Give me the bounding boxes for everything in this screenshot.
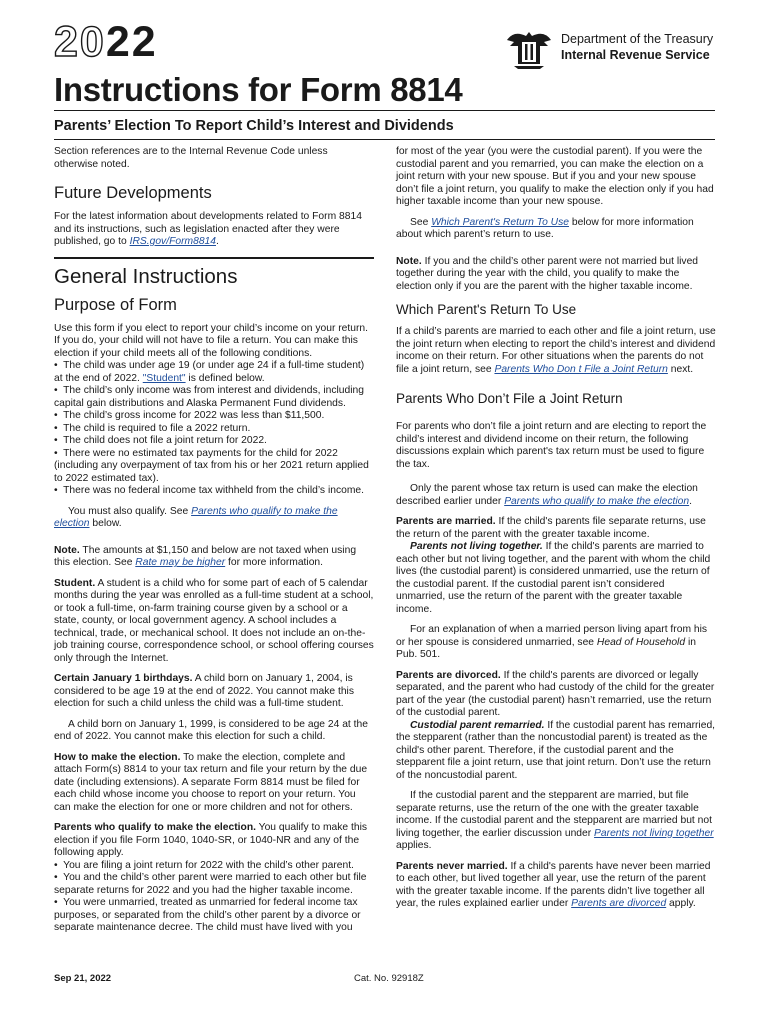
left-column <box>54 146 374 935</box>
pq-bullet: • You were unmarried, treated as unmarried for federal income tax purposes, or separated from the child’s other parent by a divorce or separate maintenance decree. The child must have lived with you <box>54 897 361 933</box>
qualify-link[interactable]: Parents who qualify to make the election <box>54 505 338 529</box>
purpose-text: Use this form if you elect to report your child’s income on your return. If you do, your child will not have to file a return. You can make this election if your child meets all of the following conditions. <box>54 322 368 359</box>
condition-bullet: • There was no federal income tax withheld from the child’s income. <box>54 485 364 496</box>
which-parent-heading: Which Parent's Return To Use <box>396 302 577 317</box>
pq-text: Parents who qualify to make the election. You qualify to make this election if you file Form 1040, 1040-SR, or 1040-NR and any of the following apply. <box>54 822 368 858</box>
purpose-heading: Purpose of Form <box>54 295 177 314</box>
student-link[interactable]: "Student" <box>142 372 186 384</box>
student-text: Student. A student is a child who for some part of each of 5 calendar months during the year was enrolled as a full-time student at a school, or took a full-time, on-farm training course given by a school or a state, county, or local government agency. A school includes a technical, trade, or mechanical school. It does not include an on-the-job training course, correspondence school, or school offering courses only through the Internet. <box>54 577 374 664</box>
dont-file-heading: Parents Who Don’t File a Joint Return <box>396 391 623 406</box>
irs-link[interactable]: IRS.gov/Form8814 <box>129 236 216 247</box>
condition-bullet: • The child’s only income was from interest and dividends, including capital gain distributions and Alaska Permanent Fund dividends. <box>54 385 365 409</box>
explanation-text: For an explanation of when a married person living apart from his or her spouse is considered unmarried, see Head of Household in Pub. 501. <box>396 624 708 660</box>
qualify-link[interactable]: Parents who qualify to make the election <box>504 495 690 507</box>
dont-file-link[interactable]: Parents Who Don t File a Joint Return <box>494 363 668 375</box>
rate-link[interactable]: Rate may be higher <box>135 557 226 568</box>
jan1-text-2: A child born on January 1, 1999, is considered to be age 24 at the end of 2022. You cannot make this election for such a child. <box>54 718 368 742</box>
right-column <box>396 146 716 919</box>
intro-text: Section references are to the Internal Revenue Code unless otherwise noted. <box>54 146 328 170</box>
agency-irs: Internal Revenue Service <box>561 48 710 62</box>
which-text: If a child’s parents are married to each other and file a joint return, use the joint return when electing to report the child’s interest and dividend income on their return. For other situations when the parents do not file a joint return, see Parents Who Don t File a Joint Return next. <box>396 326 716 375</box>
condition-bullet: • The child was under age 19 (or under age 24 if a full-time student) at the end of 2022. "Student" is defined below. <box>54 360 365 384</box>
year-solid-digits: 22 <box>105 18 158 66</box>
condition-bullet: • The child is required to file a 2022 return. <box>54 422 251 434</box>
page-subtitle: Parents’ Election To Report Child’s Interest and Dividends <box>54 118 454 134</box>
which-parent-link[interactable]: Which Parent's Return To Use <box>431 216 569 228</box>
note-text: Note. The amounts at $1,150 and below are not taxed when using this election. See Rate may be higher for more information. <box>54 544 357 568</box>
stepparent-text: If the custodial parent and the stepparent are married, but file separate returns, use the return of the one with the greater taxable income. If the custodial parent and the stepparent are married but not living together, the earlier discussion under Parents not living together applies. <box>396 790 714 851</box>
qualify-text: You must also qualify. See Parents who qualify to make the election below. <box>54 505 338 529</box>
dont-file-text: For parents who don’t file a joint return and are electing to report the child’s interest and dividend income on their return, the following discussions explain which parent's tax return must be used to figure the tax. <box>396 421 707 470</box>
condition-bullet: • The child does not file a joint return for 2022. <box>54 435 267 446</box>
agency-block <box>561 31 713 63</box>
future-developments-heading: Future Developments <box>54 184 212 202</box>
agency-department: Department of the Treasury <box>561 32 714 46</box>
future-developments-text: For the latest information about developments related to Form 8814 and its instructions, such as legislation enacted after they were published, go to IRS.gov/Form8814. <box>54 211 362 247</box>
footer-catalog-number: Cat. No. 92918Z <box>354 973 424 984</box>
title-rule <box>54 110 715 111</box>
how-text: How to make the election. To make the election, complete and attach Form(s) 8814 to your tax return and file your return by the due date (including extensions). A separate Form 8814 must be filed for each child whose income you choose to report on your return. You can make the election for one or more children and not for others. <box>54 751 368 813</box>
page-title: Instructions for Form 8814 <box>54 71 463 108</box>
see-text: See Which Parent's Return To Use below for more information about which parent’s return to use. <box>396 216 694 240</box>
remarried-text: Custodial parent remarried. If the custodial parent has remarried, the stepparent (rather than the noncustodial parent) is treated as the child's other parent. Therefore, if the custodial parent and the stepparent file a joint return, use that joint return. Don’t use the return of the noncustodial parent. <box>396 719 716 781</box>
subtitle-rule <box>54 139 715 140</box>
year-outline-digits: 20 <box>54 18 106 66</box>
footer-date: Sep 21, 2022 <box>54 973 112 984</box>
pq-bullet: • You are filing a joint return for 2022 with the child’s other parent. <box>54 859 354 871</box>
divorced-link[interactable]: Parents are divorced <box>571 898 667 909</box>
general-instructions-heading: General Instructions <box>54 264 238 288</box>
continued-text: for most of the year (you were the custodial parent). If you were the custodial parent and you remarried, you can make the election on a joint return with your new spouse. But if you and your new spouse don’t file a joint return, you qualify to make the election only if you had higher taxable income than your new spouse. <box>396 146 714 207</box>
note-text: Note. If you and the child’s other parent were not married but lived together during the year with the child, you qualify to make the election only if you are the parent with the higher taxable income. <box>396 255 699 292</box>
irs-eagle-logo-icon <box>504 26 554 70</box>
jan1-text: Certain January 1 birthdays. A child born on January 1, 2004, is considered to be age 19 at the end of 2022. You cannot make this election for such a child unless the child was a full-time student. <box>54 673 354 709</box>
not-living-text: Parents not living together. If the child's parents are married to each other but not living together, and the parent with whom the child lives (the custodial parent) is considered unmarried, use the return of the custodial parent. If the custodial parent isn’t considered unmarried, use the return of the parent with the greater taxable income. <box>396 541 711 615</box>
divorced-text: Parents are divorced. If the child's parents are divorced or legally separated, and the parent who had custody of the child for the greater part of the year (the custodial parent) hasn’t remarried, use the return of the custodial parent. <box>396 669 715 718</box>
never-married-text: Parents never married. If a child's parents have never been married to each other, but lived together all year, use the return of the parent with the greater taxable income. If the parents didn’t live together all year, the rules explained earlier under Parents are divorced apply. <box>396 860 711 909</box>
not-living-link[interactable]: Parents not living together <box>594 827 714 839</box>
condition-bullet: • The child’s gross income for 2022 was less than $11,500. <box>54 410 325 421</box>
pq-bullet: • You and the child’s other parent were married to each other but file separate returns for 2022 and you had the higher taxable income. <box>54 872 367 896</box>
condition-bullet: • There were no estimated tax payments for the child for 2022 (including any overpayment of tax from his or her 2021 return applied to 2022 estimated tax). <box>54 447 369 484</box>
tax-year <box>54 20 158 64</box>
section-rule <box>54 257 374 259</box>
married-text: Parents are married. If the child's parents file separate returns, use the return of the parent with the greater taxable income. <box>396 516 706 540</box>
only-parent-text: Only the parent whose tax return is used can make the election described earlier under Parents who qualify to make the election. <box>396 483 698 507</box>
